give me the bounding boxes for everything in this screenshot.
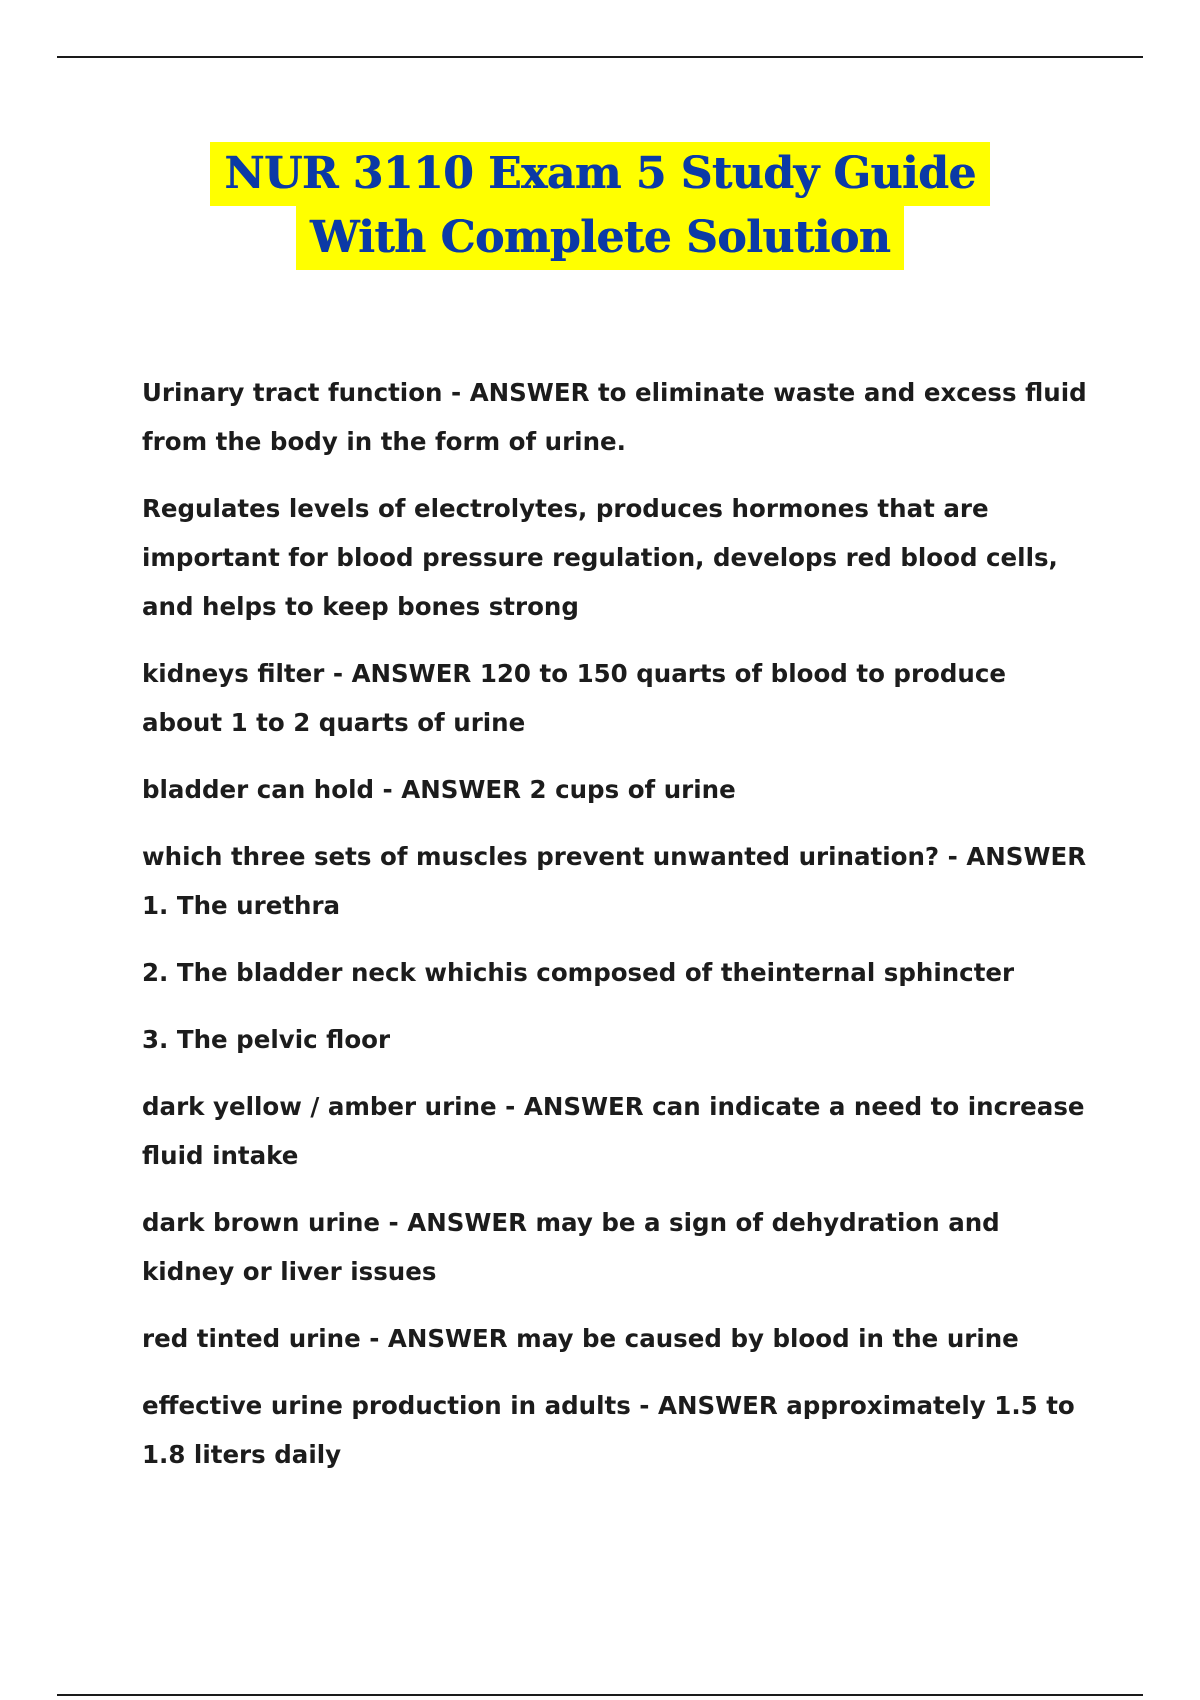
paragraph-red-tinted-urine: red tinted urine - ANSWER may be caused by blood in the urine — [142, 1324, 1019, 1353]
paragraph-dark-brown-urine: dark brown urine - ANSWER may be a sign of dehydration and kidney or liver issues — [142, 1208, 1000, 1286]
paragraph-urine-production: effective urine production in adults - ANSWER approximately 1.5 to 1.8 liters daily — [142, 1391, 1075, 1469]
study-guide-content — [142, 368, 1092, 1497]
paragraph-regulates-electrolytes: Regulates levels of electrolytes, produces hormones that are important for blood pressure regulation, develops red blood cells, and helps to keep bones strong — [142, 494, 1058, 621]
title-line-1: NUR 3110 Exam 5 Study Guide — [210, 142, 990, 206]
top-rule — [57, 56, 1143, 58]
paragraph-bladder-capacity: bladder can hold - ANSWER 2 cups of urine — [142, 775, 736, 804]
paragraph-bladder-neck: 2. The bladder neck whichis composed of theinternal sphincter — [142, 958, 1015, 987]
paragraph-urinary-tract-function: Urinary tract function - ANSWER to eliminate waste and excess fluid from the body in the form of urine. — [142, 378, 1087, 456]
bottom-rule — [57, 1694, 1143, 1696]
paragraph-pelvic-floor: 3. The pelvic floor — [142, 1025, 391, 1054]
paragraph-three-muscle-sets: which three sets of muscles prevent unwanted urination? - ANSWER 1. The urethra — [142, 842, 1087, 920]
document-title — [0, 142, 1200, 270]
title-line-2: With Complete Solution — [296, 206, 904, 270]
paragraph-dark-yellow-urine: dark yellow / amber urine - ANSWER can indicate a need to increase fluid intake — [142, 1092, 1085, 1170]
paragraph-kidneys-filter: kidneys filter - ANSWER 120 to 150 quarts of blood to produce about 1 to 2 quarts of urine — [142, 659, 1006, 737]
